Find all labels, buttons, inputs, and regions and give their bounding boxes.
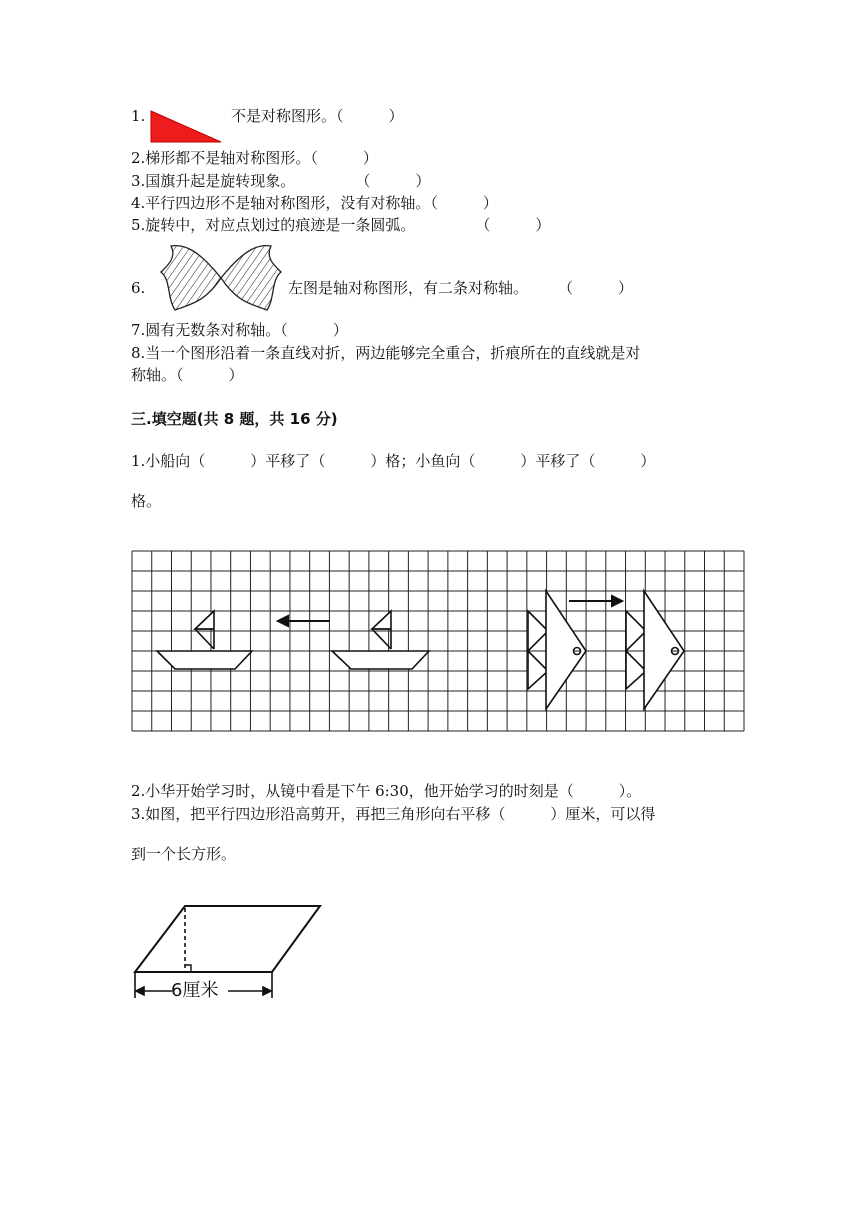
judge-item-3: 3.国旗升起是旋转现象。 （ ） [131, 172, 431, 190]
fill-q3-line2: 到一个长方形。 [131, 845, 237, 863]
fill-q2: 2.小华开始学习时，从镜中看是下午 6:30，他开始学习的时刻是（ ）。 [131, 782, 642, 800]
section-heading: 三.填空题(共 8 题，共 16 分) [131, 410, 338, 428]
item-number: 1. [131, 107, 146, 125]
judge-item-8: 8.当一个图形沿着一条直线对折，两边能够完全重合，折痕所在的直线就是对 [131, 344, 641, 362]
red-triangle-figure [148, 108, 224, 144]
judge-item-1 [131, 106, 145, 126]
left-wing-shape [161, 246, 221, 310]
right-wing-shape [221, 246, 281, 310]
judge-item-2: 2.梯形都不是轴对称图形。（ ） [131, 149, 378, 167]
judge-item-1-text: 不是对称图形。（ ） [231, 107, 404, 125]
judge-item-7: 7.圆有无数条对称轴。（ ） [131, 321, 348, 339]
judge-item-6-number: 6. [131, 279, 146, 297]
judge-item-4: 4.平行四边形不是轴对称图形，没有对称轴。（ ） [131, 194, 498, 212]
judge-item-8-cont: 称轴。（ ） [131, 366, 244, 384]
fill-q3-line1: 3.如图，把平行四边形沿高剪开，再把三角形向右平移（ ）厘米，可以得 [131, 805, 656, 823]
boat-right [332, 611, 429, 669]
translation-grid-figure [132, 551, 744, 731]
judge-item-6-text: 左图是轴对称图形，有二条对称轴。 （ ） [288, 279, 634, 297]
judge-item-5: 5.旋转中，对应点划过的痕迹是一条圆弧。 （ ） [131, 216, 551, 234]
fill-q1-line2: 格。 [131, 492, 162, 510]
dimension-label: 6厘米 [171, 980, 219, 1001]
arrow-right-icon [569, 596, 622, 606]
fill-q1-line1: 1.小船向（ ）平移了（ ）格；小鱼向（ ）平移了（ ） [131, 452, 656, 470]
arrow-left-icon [278, 616, 330, 626]
parallelogram-figure [130, 900, 330, 1004]
butterfly-figure [157, 242, 287, 314]
